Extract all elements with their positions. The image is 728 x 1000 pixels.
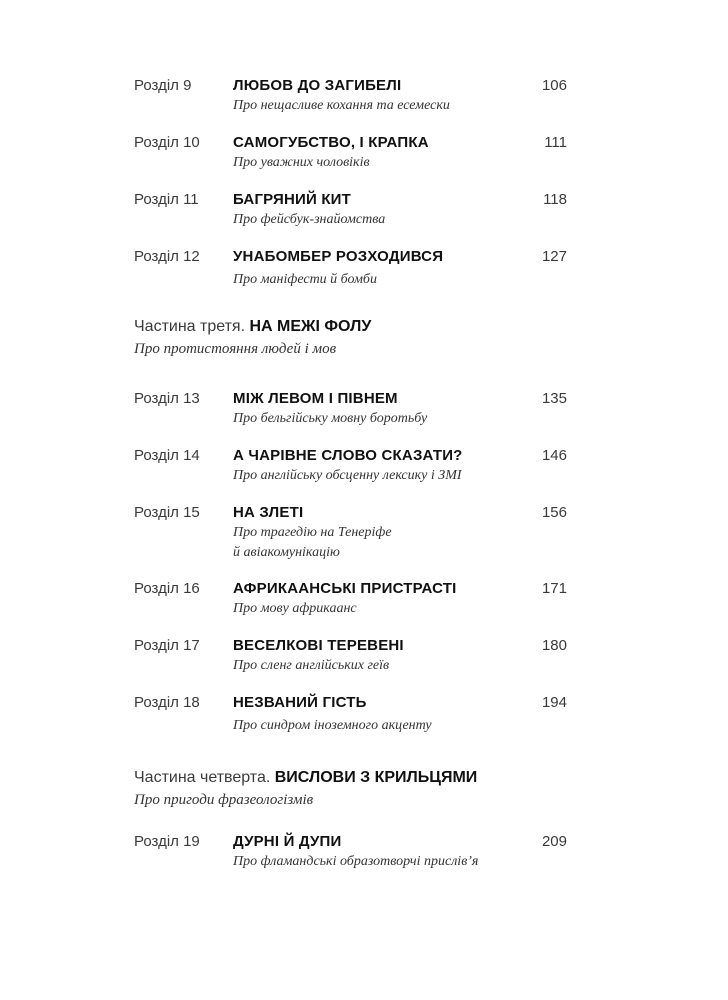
chapter-subtitle: Про бельгійську мовну боротьбу — [233, 411, 428, 426]
chapter-title: УНАБОМБЕР РОЗХОДИВСЯ — [233, 248, 444, 265]
chapter-label: Розділ 19 — [134, 833, 200, 850]
chapter-label: Розділ 17 — [134, 637, 200, 654]
chapter-label: Розділ 11 — [134, 191, 199, 208]
chapter-subtitle: Про фламандські образотворчі прислів’я — [233, 854, 479, 869]
page-number: 118 — [543, 191, 567, 208]
part-title: НА МЕЖІ ФОЛУ — [249, 318, 372, 335]
chapter-title: ДУРНІ Й ДУПИ — [233, 833, 342, 850]
page-number: 127 — [541, 248, 567, 265]
chapter-title: ЛЮБОВ ДО ЗАГИБЕЛІ — [233, 77, 402, 94]
chapter-label: Розділ 15 — [134, 504, 200, 521]
chapter-label: Розділ 18 — [134, 694, 200, 711]
chapter-subtitle: Про маніфести й бомби — [233, 272, 377, 287]
part-label: Частина четверта. — [134, 769, 275, 786]
chapter-subtitle: Про трагедію на Тенеріфе — [233, 525, 392, 540]
chapter-title: НЕЗВАНИЙ ГІСТЬ — [233, 694, 367, 711]
chapter-title: САМОГУБСТВО, І КРАПКА — [233, 134, 429, 151]
part-title: ВИСЛОВИ З КРИЛЬЦЯМИ — [274, 769, 478, 786]
page-number: 180 — [541, 637, 567, 654]
page-number: 135 — [541, 390, 567, 407]
chapter-title: НА ЗЛЕТІ — [233, 504, 304, 521]
page-number: 146 — [541, 447, 567, 464]
chapter-label: Розділ 9 — [134, 77, 192, 94]
chapter-title: ВЕСЕЛКОВІ ТЕРЕВЕНІ — [233, 637, 404, 654]
page-number: 194 — [541, 694, 567, 711]
part-heading — [134, 767, 477, 811]
page-number: 111 — [544, 134, 567, 151]
part-subtitle: Про протистояння людей і мов — [134, 341, 337, 357]
chapter-subtitle: Про англійську обсценну лексику і ЗМІ — [233, 468, 462, 483]
chapter-subtitle: Про фейсбук-знайомства — [233, 212, 386, 227]
chapter-subtitle: Про сленг англійських геїв — [233, 658, 390, 673]
part-heading — [134, 316, 371, 360]
chapter-label: Розділ 16 — [134, 580, 200, 597]
chapter-title: БАГРЯНИЙ КИТ — [233, 191, 352, 208]
part-label: Частина третя. — [134, 318, 250, 335]
part-subtitle: Про пригоди фразеологізмів — [134, 792, 314, 808]
page-number: 156 — [541, 504, 567, 521]
chapter-label: Розділ 14 — [134, 447, 200, 464]
chapter-subtitle: Про нещасливе кохання та есемески — [233, 98, 450, 113]
page-number: 209 — [541, 833, 567, 850]
chapter-subtitle: Про синдром іноземного акценту — [233, 718, 432, 733]
chapter-label: Розділ 10 — [134, 134, 200, 151]
chapter-subtitle: Про мову африкаанс — [233, 601, 357, 616]
chapter-label: Розділ 13 — [134, 390, 200, 407]
page-number: 106 — [541, 77, 567, 94]
chapter-title: МІЖ ЛЕВОМ І ПІВНЕМ — [233, 390, 398, 407]
chapter-title: А ЧАРІВНЕ СЛОВО СКАЗАТИ? — [233, 447, 463, 464]
chapter-label: Розділ 12 — [134, 248, 200, 265]
chapter-subtitle: Про уважних чоловіків — [233, 155, 370, 170]
page-number: 171 — [541, 580, 567, 597]
chapter-subtitle-line2: й авіакомунікацію — [233, 545, 340, 560]
chapter-title: АФРИКААНСЬКІ ПРИСТРАСТІ — [233, 580, 457, 597]
